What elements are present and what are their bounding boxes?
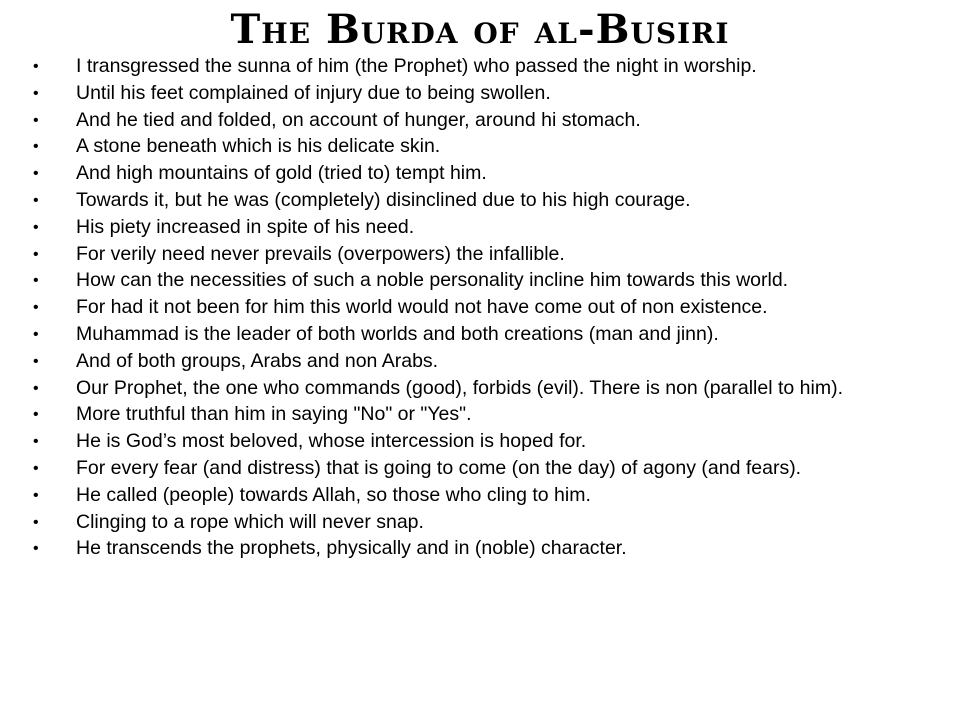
list-item-text: For verily need never prevails (overpowers) the infallible. <box>76 242 565 265</box>
list-item <box>0 270 960 291</box>
bullet-icon: • <box>33 245 39 263</box>
list-item-text: And he tied and folded, on account of hunger, around hi stomach. <box>76 108 641 131</box>
bullet-icon: • <box>33 191 39 209</box>
bullet-icon: • <box>33 272 39 290</box>
list-item-text: For every fear (and distress) that is going to come (on the day) of agony (and fears). <box>76 456 802 479</box>
list-item <box>0 324 960 345</box>
list-item <box>0 458 960 479</box>
bullet-icon: • <box>33 165 39 183</box>
bullet-icon: • <box>33 218 39 236</box>
list-item-text: Muhammad is the leader of both worlds and both creations (man and jinn). <box>76 322 719 345</box>
bullet-icon: • <box>33 379 39 397</box>
bullet-icon: • <box>33 433 39 451</box>
list-item-text: For had it not been for him this world would not have come out of non existence. <box>76 296 768 319</box>
bullet-icon: • <box>33 513 39 531</box>
list-item <box>0 217 960 238</box>
list-item-text: And high mountains of gold (tried to) tempt him. <box>76 162 487 185</box>
list-item-text: How can the necessities of such a noble personality incline him towards this world. <box>76 269 789 292</box>
list-item <box>0 512 960 533</box>
bullet-icon: • <box>33 138 39 156</box>
bullet-icon: • <box>33 486 39 504</box>
list-item-text: Until his feet complained of injury due to being swollen. <box>76 81 551 104</box>
list-item <box>0 538 960 559</box>
list-item-text: He called (people) towards Allah, so those who cling to him. <box>76 483 591 506</box>
list-item-text: He transcends the prophets, physically and in (noble) character. <box>76 537 627 560</box>
slide-title: The Burda of al-Busiri <box>230 6 730 53</box>
bullet-icon: • <box>33 540 39 558</box>
bullet-icon: • <box>33 352 39 370</box>
bullet-icon: • <box>33 299 39 317</box>
bullet-icon: • <box>33 84 39 102</box>
list-item <box>0 83 960 104</box>
list-item <box>0 110 960 131</box>
list-item <box>0 297 960 318</box>
list-item-text: His piety increased in spite of his need. <box>76 215 415 238</box>
bullet-icon: • <box>33 459 39 477</box>
list-item <box>0 190 960 211</box>
list-item <box>0 378 960 399</box>
list-item <box>0 485 960 506</box>
list-item <box>0 244 960 265</box>
bullet-icon: • <box>33 58 39 75</box>
list-item <box>0 351 960 372</box>
bullet-icon: • <box>33 111 39 129</box>
list-item-text: More truthful than him in saying "No" or "Yes". <box>76 403 472 426</box>
list-item-text: A stone beneath which is his delicate skin. <box>76 135 441 158</box>
list-item-text: Clinging to a rope which will never snap. <box>76 510 424 533</box>
list-item <box>0 136 960 157</box>
bullet-icon: • <box>33 325 39 343</box>
list-item-text: Our Prophet, the one who commands (good), forbids (evil). There is non (parallel to him). <box>76 376 843 399</box>
list-item <box>0 163 960 184</box>
list-item-text: He is God’s most beloved, whose intercession is hoped for. <box>76 430 587 453</box>
bullet-list <box>0 56 960 565</box>
list-item-text: Towards it, but he was (completely) disinclined due to his high courage. <box>76 188 691 211</box>
list-item-text: And of both groups, Arabs and non Arabs. <box>76 349 439 372</box>
list-item <box>0 56 960 77</box>
list-item <box>0 431 960 452</box>
bullet-icon: • <box>33 406 39 424</box>
list-item <box>0 404 960 425</box>
list-item-text: I transgressed the sunna of him (the Prophet) who passed the night in worship. <box>76 55 757 77</box>
